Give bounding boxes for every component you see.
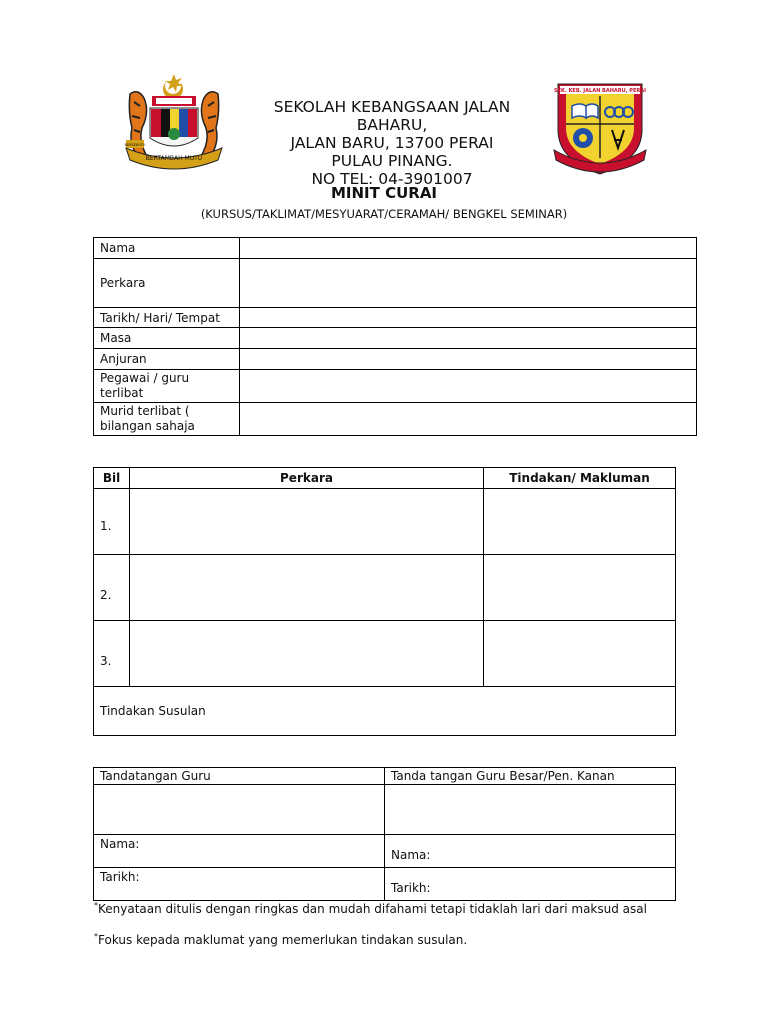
minutes-header-row [94,468,676,489]
crest-motto-text: BERTAMBAH MUTU [145,155,203,162]
info-value-anjuran[interactable] [240,349,697,370]
note-1 [94,902,647,916]
page-subtitle: (KURSUS/TAKLIMAT/MESYUARAT/CERAMAH/ BENGKEL SEMINAR) [200,207,568,221]
minutes-row-1 [94,489,676,555]
info-label-pegawai: Pegawai / guru terlibat [94,370,240,403]
minutes-row-3 [94,621,676,687]
note-2-text: Fokus kepada maklumat yang memerlukan tindakan susulan. [98,933,468,947]
info-label-masa: Masa [94,328,240,349]
headmaster-name-label[interactable]: Nama: [385,835,676,868]
school-badge-logo [552,78,648,178]
info-label-tarikh: Tarikh/ Hari/ Tempat [94,308,240,328]
info-value-pegawai[interactable] [240,370,697,403]
info-row-anjuran [94,349,697,370]
school-address-line: JALAN BARU, 13700 PERAI [290,134,494,152]
minutes-bil-3: 3. [94,621,130,687]
info-value-murid[interactable] [240,403,697,436]
headmaster-date-label[interactable]: Tarikh: [385,868,676,901]
minutes-perkara-3[interactable] [130,621,484,687]
minutes-followup-row [94,687,676,736]
crest-side-text: BERSEKUTU [124,143,146,147]
note-marker: * [94,901,98,910]
info-row-pegawai [94,370,697,403]
info-label-anjuran: Anjuran [94,349,240,370]
badge-top-text: SEK. KEB. JALAN BAHARU, PERAI [554,88,646,94]
national-crest-logo [120,72,228,176]
note-2 [94,933,467,947]
page-title: MINIT CURAI [330,184,438,202]
teacher-date-label[interactable]: Tarikh: [94,868,385,901]
info-label-murid: Murid terlibat ( bilangan sahaja [94,403,240,436]
minutes-tindakan-3[interactable] [484,621,676,687]
info-row-tarikh [94,308,697,328]
minutes-bil-2: 2. [94,555,130,621]
teacher-name-label[interactable]: Nama: [94,835,385,868]
info-value-perkara[interactable] [240,259,697,308]
minutes-row-2 [94,555,676,621]
info-table [93,237,697,436]
minutes-table [93,467,676,736]
minutes-bil-1: 1. [94,489,130,555]
info-value-nama[interactable] [240,238,697,259]
headmaster-signature-header: Tanda tangan Guru Besar/Pen. Kanan [385,768,676,785]
minutes-perkara-2[interactable] [130,555,484,621]
school-name-line-1: SEKOLAH KEBANGSAAN JALAN [273,98,511,116]
info-row-nama [94,238,697,259]
info-row-murid [94,403,697,436]
col-header-tindakan: Tindakan/ Makluman [484,468,676,489]
headmaster-signature-box[interactable] [385,785,676,835]
info-row-masa [94,328,697,349]
signature-table [93,767,676,901]
school-state-line: PULAU PINANG. [331,152,453,170]
note-1-text: Kenyataan ditulis dengan ringkas dan mudah difahami tetapi tidaklah lari dari maksud asal [98,902,647,916]
info-row-perkara [94,259,697,308]
col-header-bil: Bil [94,468,130,489]
minutes-perkara-1[interactable] [130,489,484,555]
teacher-signature-header: Tandatangan Guru [94,768,385,785]
info-label-nama: Nama [94,238,240,259]
school-phone-line: NO TEL: 04-3901007 [311,170,473,188]
school-address-block [262,98,522,188]
teacher-signature-box[interactable] [94,785,385,835]
followup-label[interactable]: Tindakan Susulan [94,687,676,736]
minutes-tindakan-1[interactable] [484,489,676,555]
col-header-perkara: Perkara [130,468,484,489]
info-value-masa[interactable] [240,328,697,349]
note-marker: * [94,932,98,941]
info-value-tarikh[interactable] [240,308,697,328]
info-label-perkara: Perkara [94,259,240,308]
minutes-tindakan-2[interactable] [484,555,676,621]
school-name-line-2: BAHARU, [356,116,428,134]
